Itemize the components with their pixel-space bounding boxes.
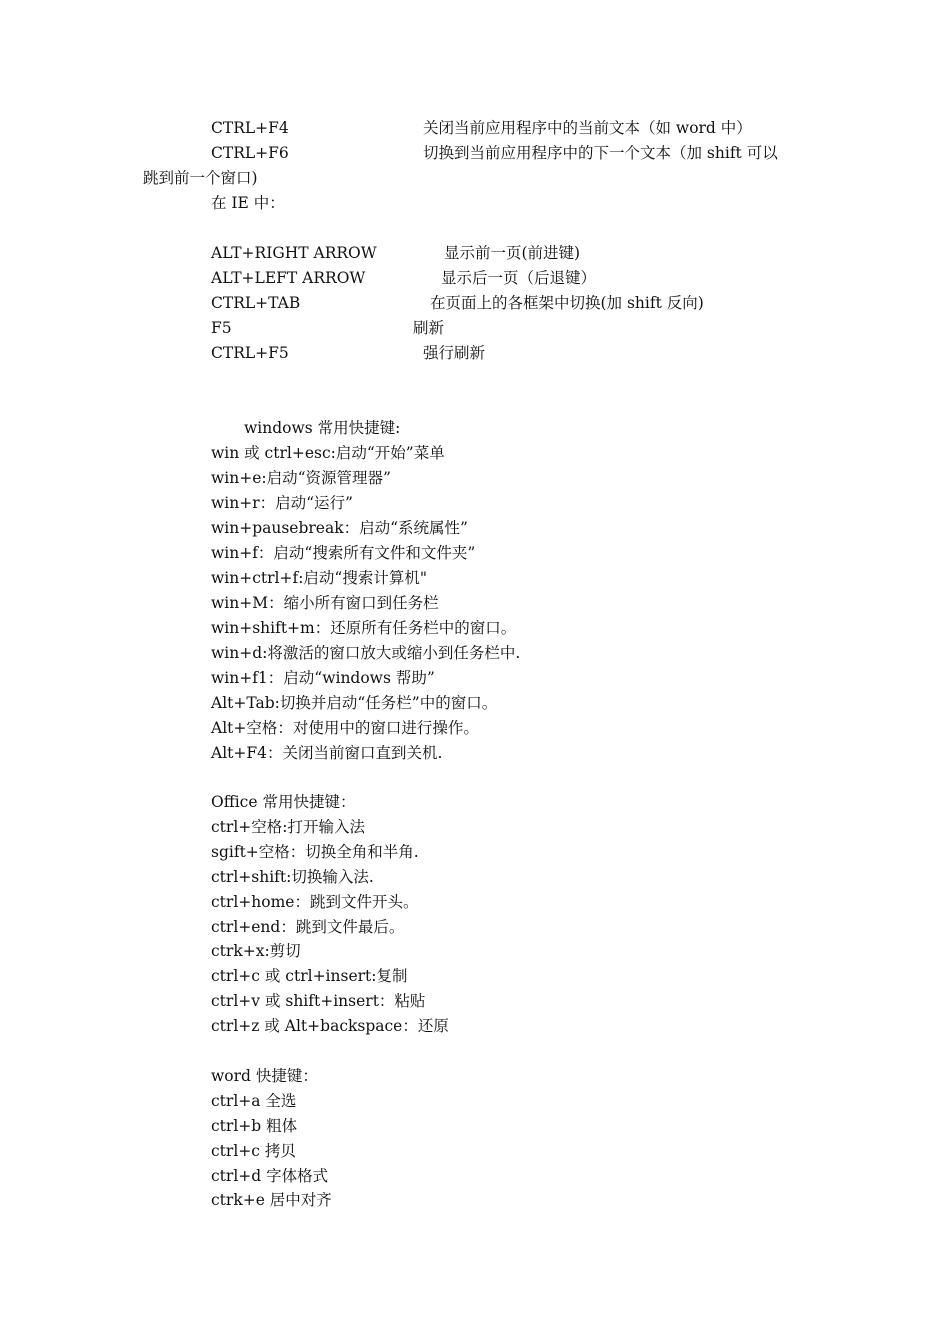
shortcut-description: 切换到当前应用程序中的下一个文本（加 shift 可以: [423, 144, 778, 162]
list-item: win+shift+m：还原所有任务栏中的窗口。: [211, 619, 517, 637]
list-item: sgift+空格：切换全角和半角.: [211, 843, 419, 861]
section-heading-word: word 快捷键：: [211, 1067, 318, 1085]
list-item: Alt+Tab:切换并启动“任务栏”中的窗口。: [211, 694, 498, 712]
shortcut-key: F5: [211, 319, 232, 337]
list-item: win+r：启动“运行”: [211, 494, 353, 512]
list-item: ctrl+end：跳到文件最后。: [211, 918, 405, 936]
list-item: win+pausebreak：启动“系统属性”: [211, 519, 468, 537]
shortcut-key: ALT+LEFT ARROW: [211, 269, 366, 287]
list-item: Alt+空格：对使用中的窗口进行操作。: [211, 719, 479, 737]
shortcut-description: 刷新: [413, 319, 445, 337]
shortcut-key: CTRL+TAB: [211, 294, 301, 312]
list-item: ctrl+空格:打开输入法: [211, 818, 365, 836]
list-item: ctrl+home：跳到文件开头。: [211, 893, 419, 911]
list-item: ctrk+x:剪切: [211, 942, 301, 960]
list-item: ctrl+shift:切换输入法.: [211, 868, 374, 886]
section-heading-ie: 在 IE 中：: [211, 194, 285, 212]
section-heading-office: Office 常用快捷键：: [211, 793, 356, 811]
list-item: ctrl+c 或 ctrl+insert:复制: [211, 967, 408, 985]
list-item: win+M：缩小所有窗口到任务栏: [211, 594, 439, 612]
list-item: ctrl+b 粗体: [211, 1117, 298, 1135]
list-item: win+ctrl+f:启动“搜索计算机": [211, 569, 427, 587]
section-heading-windows: windows 常用快捷键:: [244, 419, 401, 437]
list-item: win 或 ctrl+esc:启动“开始”菜单: [211, 444, 445, 462]
shortcut-key: ALT+RIGHT ARROW: [211, 244, 377, 262]
shortcut-description: 关闭当前应用程序中的当前文本（如 word 中）: [423, 119, 752, 137]
shortcut-key: CTRL+F6: [211, 144, 289, 162]
shortcut-description: 显示后一页（后退键）: [441, 269, 597, 287]
list-item: Alt+F4：关闭当前窗口直到关机.: [211, 744, 443, 762]
list-item: ctrk+e 居中对齐: [211, 1191, 332, 1209]
list-item: ctrl+v 或 shift+insert：粘贴: [211, 992, 426, 1010]
list-item: ctrl+d 字体格式: [211, 1167, 329, 1185]
shortcut-description-continued: 跳到前一个窗口): [143, 169, 258, 187]
list-item: win+f：启动“搜索所有文件和文件夹”: [211, 544, 476, 562]
list-item: win+d:将激活的窗口放大或缩小到任务栏中.: [211, 644, 521, 662]
list-item: ctrl+c 拷贝: [211, 1142, 296, 1160]
shortcut-description: 强行刷新: [423, 344, 486, 362]
shortcut-key: CTRL+F4: [211, 119, 289, 137]
list-item: ctrl+a 全选: [211, 1092, 297, 1110]
list-item: win+f1：启动“windows 帮助”: [211, 669, 435, 687]
shortcut-key: CTRL+F5: [211, 344, 289, 362]
list-item: ctrl+z 或 Alt+backspace：还原: [211, 1017, 449, 1035]
list-item: win+e:启动“资源管理器”: [211, 469, 391, 487]
shortcut-description: 显示前一页(前进键): [444, 244, 581, 262]
shortcut-description: 在页面上的各框架中切换(加 shift 反向): [430, 294, 704, 312]
